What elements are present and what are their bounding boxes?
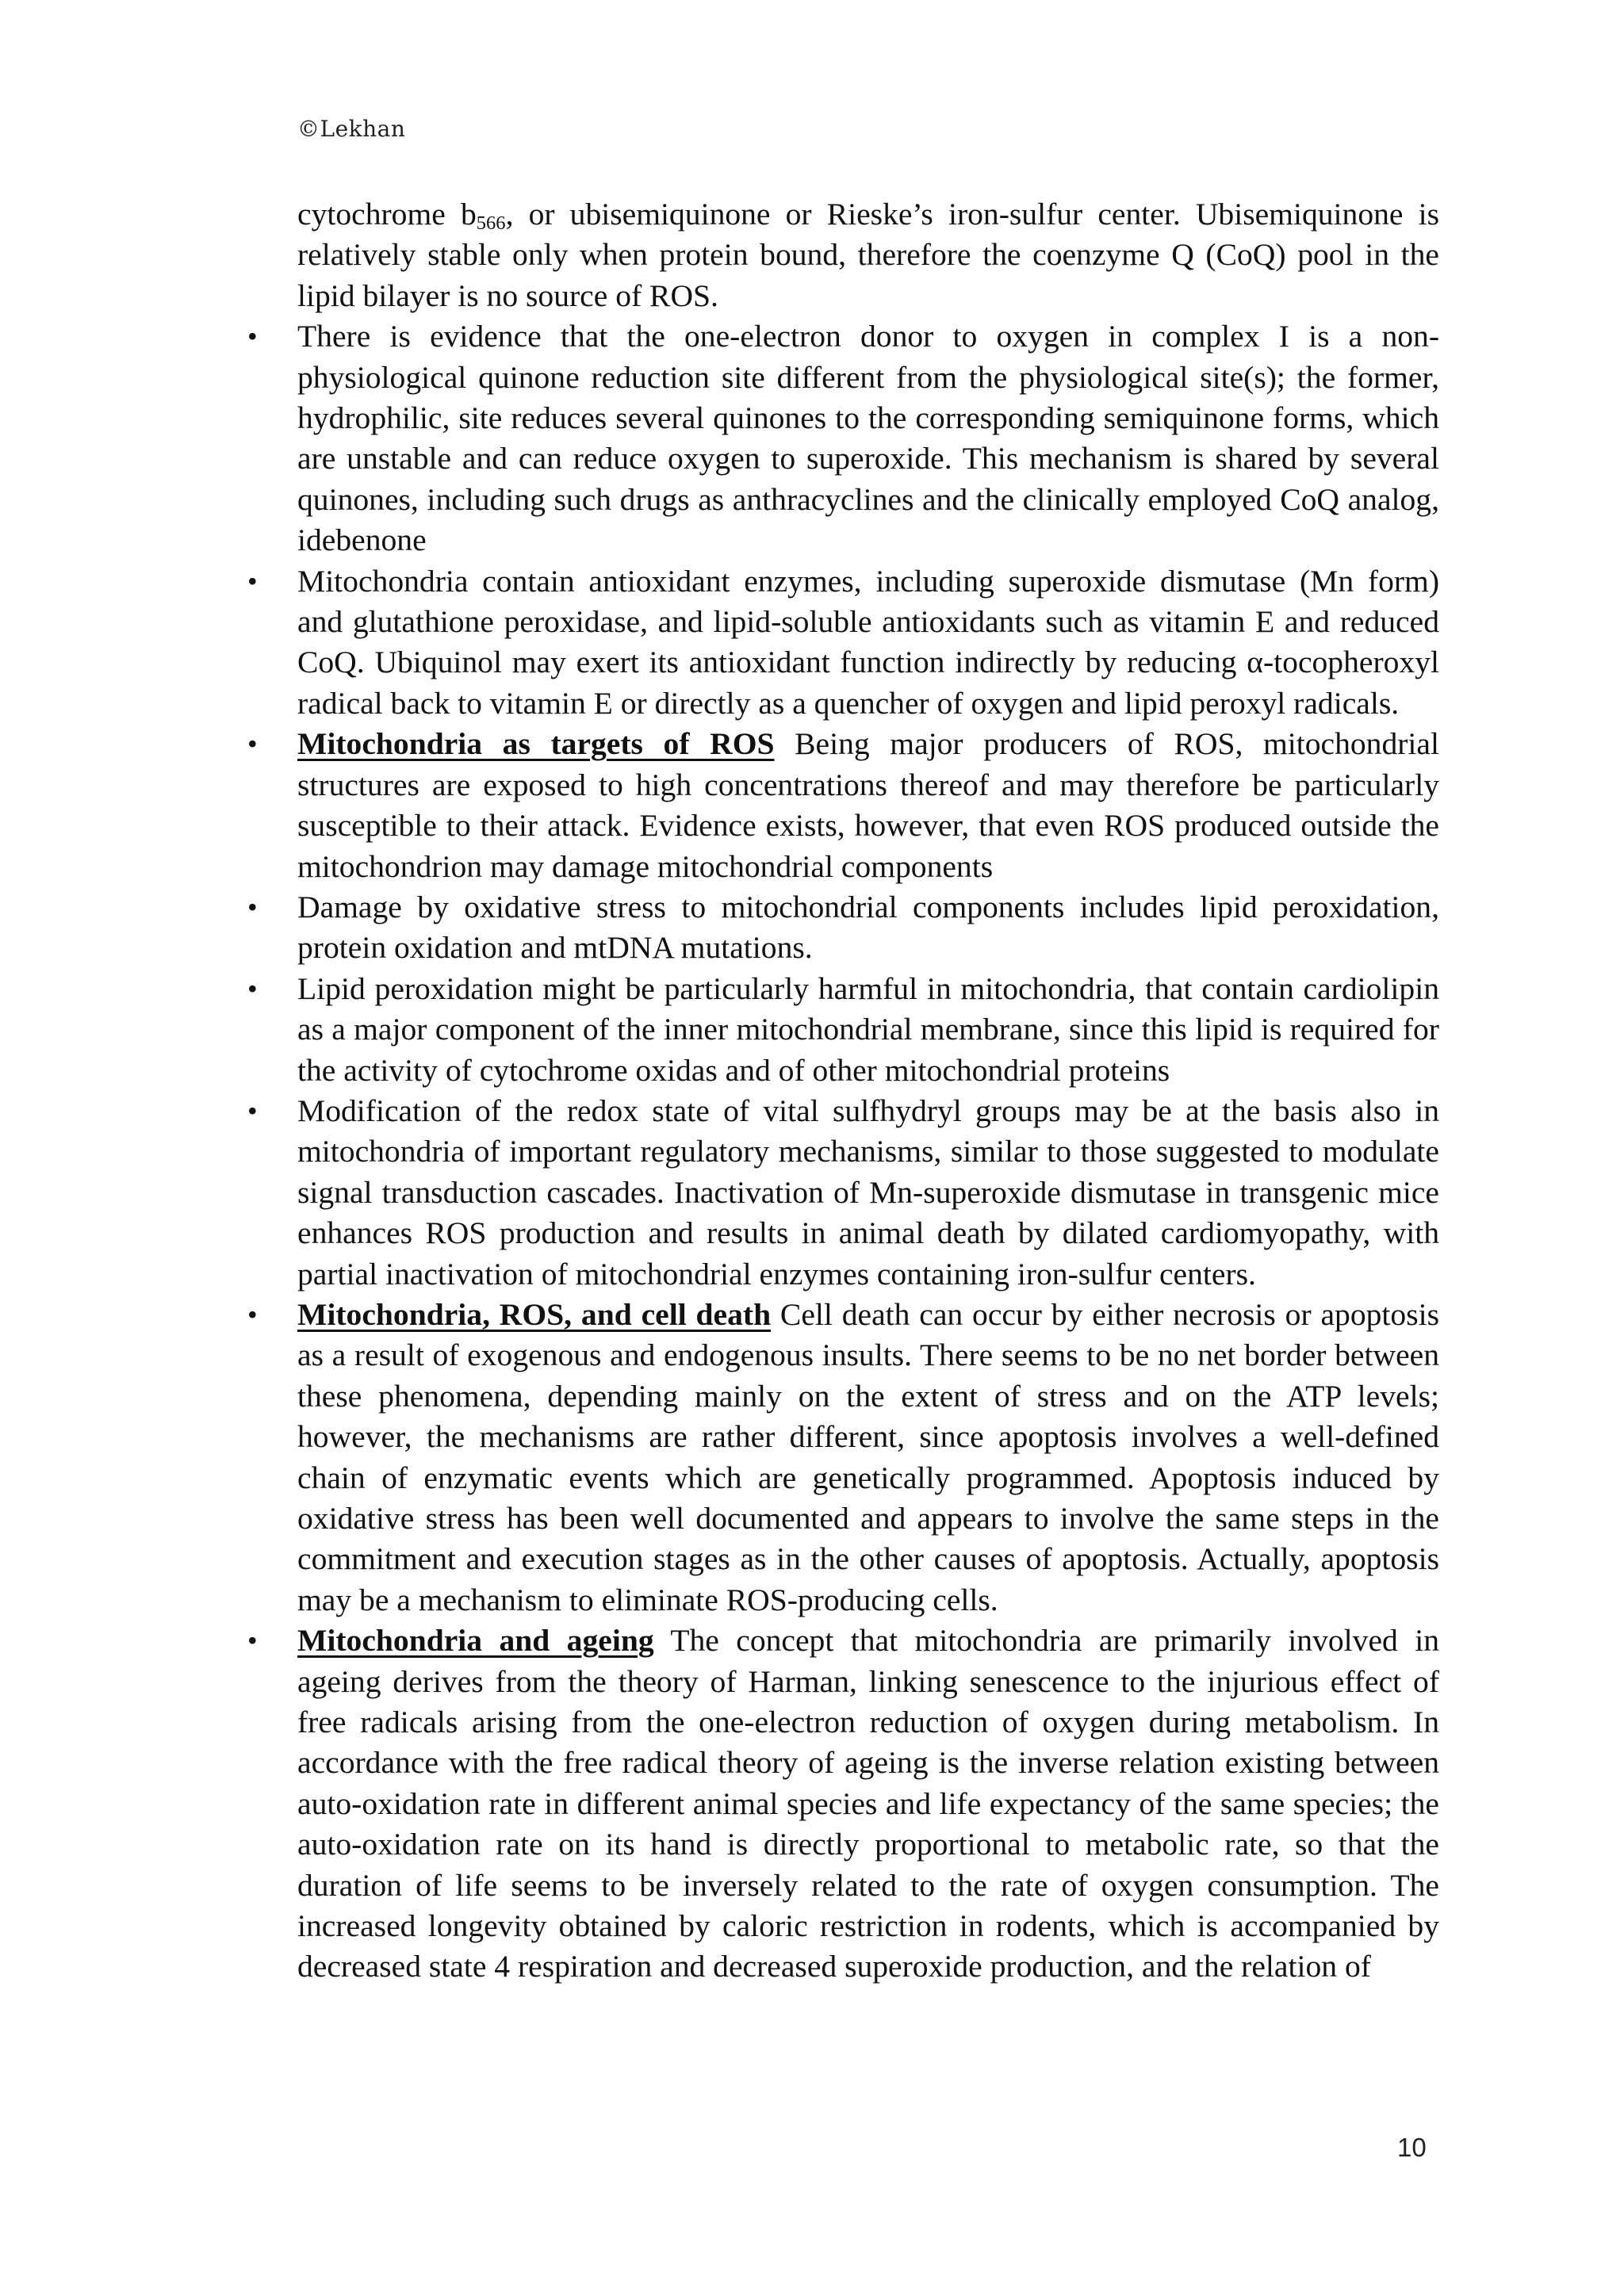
bullet-item-quinone-site (297, 316, 1439, 561)
bullet-text: There is evidence that the one-electron donor to oxygen in complex I is a non-physiological quinone reduction site different from the physiological site(s); the former, hydrophilic, site reduces several quinones to the corresponding semiquinone forms, which are unstable and can reduce oxygen to superoxide. This mechanism is shared by several quinones, including such drugs as anthracyclines and the clinically employed CoQ analog, idebenone (297, 319, 1439, 558)
bullet-item-antioxidant-enzymes (297, 561, 1439, 725)
section-heading: Mitochondria and ageing (297, 1623, 654, 1659)
page-number: 10 (1397, 2133, 1427, 2162)
bullet-item-cell-death (297, 1295, 1439, 1621)
section-heading: Mitochondria as targets of ROS (297, 726, 775, 762)
intro-text-start: cytochrome b (297, 197, 477, 232)
bullet-text: Damage by oxidative stress to mitochondrial components includes lipid peroxidation, protein oxidation and mtDNA mutations. (297, 889, 1439, 966)
copyright-header: ©Lekhan (297, 116, 406, 142)
bullet-text: Cell death can occur by either necrosis or apoptosis as a result of exogenous and endogenous insults. There seems to be no net border between these phenomena, depending mainly on the extent of stress and on the ATP levels; however, the mechanisms are rather different, since apoptosis involves a well-defined chain of enzymatic events which are genetically programmed. Apoptosis induced by oxidative stress has been well documented and appears to involve the same steps in the commitment and execution stages as in the other causes of apoptosis. Actually, apoptosis may be a mechanism to eliminate ROS-producing cells. (297, 1296, 1439, 1617)
document-body (297, 194, 1439, 1988)
intro-paragraph (297, 194, 1439, 316)
bullet-item-ageing (297, 1621, 1439, 1988)
section-heading: Mitochondria, ROS, and cell death (297, 1296, 772, 1332)
bullet-text: The concept that mitochondria are primarily involved in ageing derives from the theory of Harman, linking senescence to the injurious effect of free radicals arising from the one-electron reduction of oxygen during metabolism. In accordance with the free radical theory of ageing is the inverse relation existing between auto-oxidation rate in different animal species and life expectancy of the same species; the auto-oxidation rate on its hand is directly proportional to metabolic rate, so that the duration of life seems to be inversely related to the rate of oxygen consumption. The increased longevity obtained by caloric restriction in rodents, which is accompanied by decreased state 4 respiration and decreased superoxide production, and the relation of (297, 1623, 1439, 1984)
bullet-item-redox-state (297, 1091, 1439, 1295)
bullet-item-targets-of-ros (297, 724, 1439, 887)
bullet-list (297, 316, 1439, 1988)
bullet-item-lipid-peroxidation (297, 969, 1439, 1091)
intro-text-end: , or ubisemiquinone or Rieske’s iron-sulfur center. Ubisemiquinone is relatively stable only when protein bound, therefore the coenzyme Q (CoQ) pool in the lipid bilayer is no source of ROS. (297, 197, 1439, 313)
bullet-text: Mitochondria contain antioxidant enzymes, including superoxide dismutase (Mn form) and glutathione peroxidase, and lipid-soluble antioxidants such as vitamin E and reduced CoQ. Ubiquinol may exert its antioxidant function indirectly by reducing α-tocopheroxyl radical back to vitamin E or directly as a quencher of oxygen and lipid peroxyl radicals. (297, 563, 1439, 721)
bullet-item-oxidative-damage (297, 887, 1439, 969)
bullet-text: Lipid peroxidation might be particularly harmful in mitochondria, that contain cardiolipin as a major component of the inner mitochondrial membrane, since this lipid is required for the activity of cytochrome oxidas and of other mitochondrial proteins (297, 970, 1439, 1088)
bullet-text: Being major producers of ROS, mitochondrial structures are exposed to high concentrations thereof and may therefore be particularly susceptible to their attack. Evidence exists, however, that even ROS produced outside the mitochondrion may damage mitochondrial components (297, 726, 1439, 884)
intro-subscript: 566 (476, 212, 506, 235)
bullet-text: Modification of the redox state of vital sulfhydryl groups may be at the basis also in mitochondria of important regulatory mechanisms, similar to those suggested to modulate signal transduction cascades. Inactivation of Mn-superoxide dismutase in transgenic mice enhances ROS production and results in animal death by dilated cardiomyopathy, with partial inactivation of mitochondrial enzymes containing iron-sulfur centers. (297, 1093, 1439, 1292)
